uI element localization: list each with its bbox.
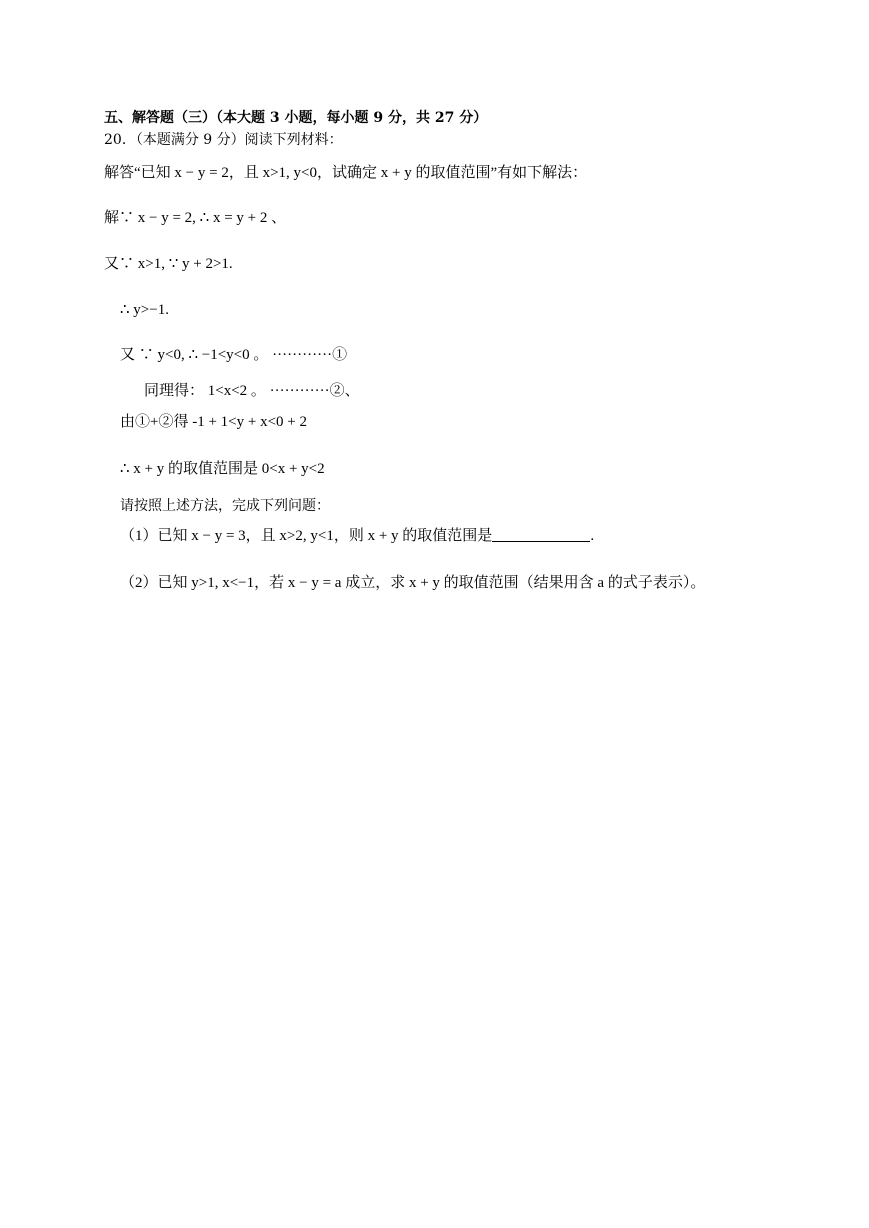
section-heading: 五、解答题（三）（本大题 3 小题，每小题 9 分，共 27 分） [104, 110, 488, 126]
solution-step-6: 由①+②得 -1 + 1<y + x<0 + 2 [120, 414, 308, 430]
question-1-period: . [590, 528, 595, 544]
instruction-text: 请按照上述方法，完成下列问题： [120, 498, 330, 514]
question-2: （2）已知 y>1, x<−1，若 x − y = a 成立，求 x + y 的取值范围（结果用含 a 的式子表示）。 [120, 575, 706, 591]
solution-step-3: ∴ y>−1. [120, 302, 169, 318]
problem-statement: 解答“已知 x − y = 2，且 x>1, y<0，试确定 x + y 的取值范围”有如下解法： [104, 165, 588, 181]
solution-step-1: 解∵ x − y = 2, ∴ x = y + 2 、 [104, 210, 287, 226]
solution-step-4: 又 ∵ y<0, ∴ −1<y<0 。 ············① [120, 347, 348, 363]
question-1 [120, 527, 594, 545]
solution-conclusion: ∴ x + y 的取值范围是 0<x + y<2 [120, 461, 325, 477]
answer-blank[interactable] [492, 527, 590, 542]
problem-intro: 20．（本题满分 9 分）阅读下列材料： [104, 132, 343, 148]
solution-step-2: 又∵ x>1, ∵ y + 2>1. [104, 256, 233, 272]
solution-step-5: 同理得： 1<x<2 。 ············②、 [144, 383, 360, 399]
question-1-text: （1）已知 x − y = 3，且 x>2, y<1，则 x + y 的取值范围是 [120, 528, 493, 544]
